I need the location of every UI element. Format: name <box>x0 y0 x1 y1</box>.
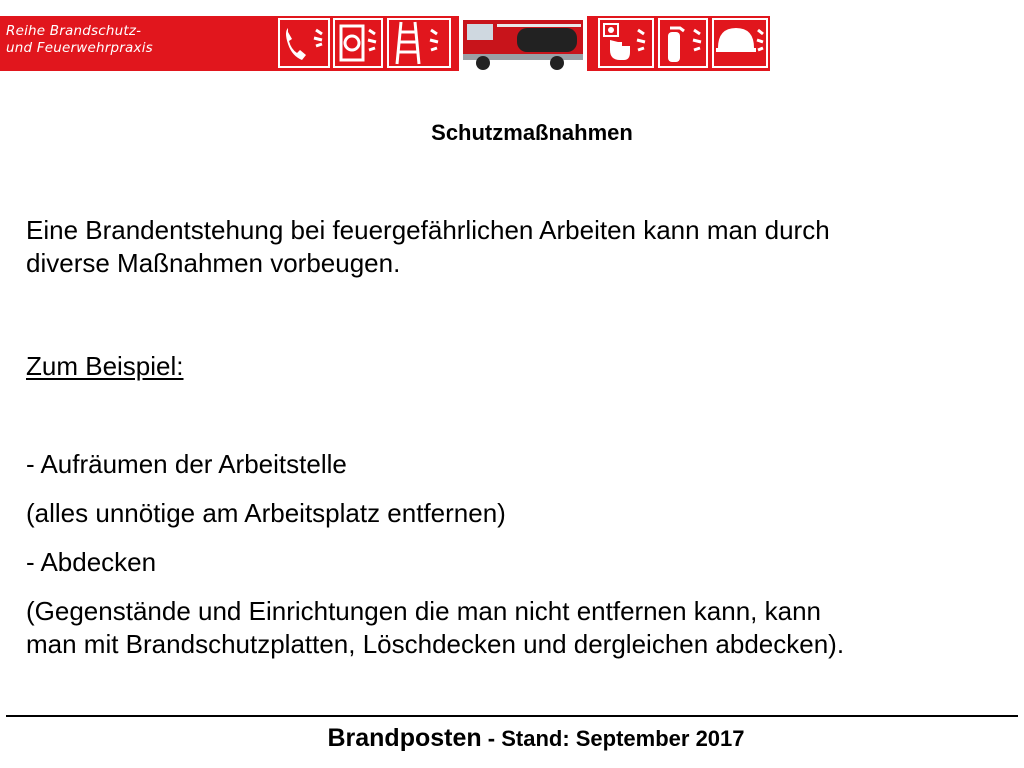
fire-extinguisher-icon <box>658 18 708 68</box>
footer-rule <box>6 715 1018 717</box>
intro-line-2: diverse Maßnahmen vorbeugen. <box>26 248 401 278</box>
series-title <box>6 23 153 57</box>
series-title-line1: Reihe Brandschutz- <box>6 23 142 39</box>
item-1-note: (alles unnötige am Arbeitsplatz entfernen) <box>26 498 506 528</box>
fire-helmet-icon <box>712 18 768 68</box>
footer-status: - Stand: September 2017 <box>481 726 745 751</box>
item-2-note <box>26 595 1016 661</box>
intro-paragraph <box>26 214 1016 280</box>
item-1: - Aufräumen der Arbeitstelle <box>26 449 347 479</box>
telephone-icon <box>278 18 330 68</box>
hose-reel-icon <box>333 18 383 68</box>
item-2-note-line-1: (Gegenstände und Einrichtungen die man nicht entfernen kann, kann <box>26 596 821 626</box>
footer <box>0 724 1024 753</box>
series-title-line2: und Feuerwehrpraxis <box>6 40 153 56</box>
footer-brand: Brandposten <box>327 724 482 752</box>
example-heading: Zum Beispiel: <box>26 351 184 381</box>
ladder-icon <box>387 18 451 68</box>
item-2-note-line-2: man mit Brandschutzplatten, Löschdecken und dergleichen abdecken). <box>26 629 845 659</box>
fire-alarm-icon <box>598 18 654 68</box>
example-heading-row <box>26 350 1016 383</box>
header-band <box>0 16 770 71</box>
intro-line-1: Eine Brandentstehung bei feuergefährlichen Arbeiten kann man durch <box>26 215 830 245</box>
page-title: Schutzmaßnahmen <box>431 120 633 145</box>
item-2: - Abdecken <box>26 547 157 577</box>
fire-truck-image <box>459 16 587 71</box>
